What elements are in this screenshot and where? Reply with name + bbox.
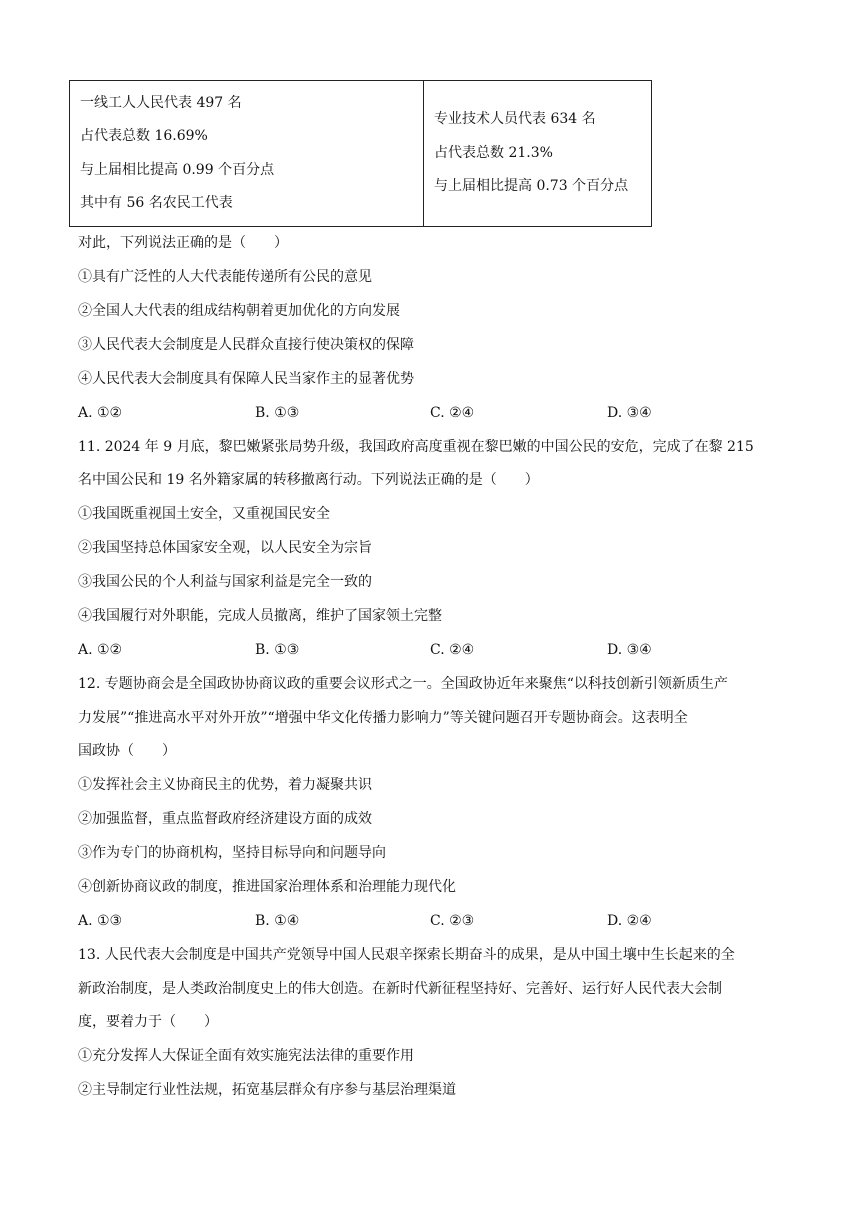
table-cell-line: 与上届相比提高 0.73 个百分点	[434, 178, 629, 195]
q11-option-a: A. ①②	[78, 642, 123, 658]
worker-representatives-cell	[70, 81, 424, 227]
q11-statement-1: ①我国既重视国土安全，又重视国民安全	[78, 506, 330, 522]
q12-stem-line-3: 国政协（ ）	[78, 743, 176, 759]
q11-statement-2: ②我国坚持总体国家安全观，以人民安全为宗旨	[78, 540, 372, 556]
table-cell-line: 专业技术人员代表 634 名	[434, 111, 596, 128]
q12-option-c: C. ②③	[430, 913, 475, 929]
q12-options	[78, 911, 778, 931]
q11-option-b: B. ①③	[255, 642, 300, 658]
q10-option-c: C. ②④	[430, 405, 475, 421]
q12-statement-2: ②加强监督，重点监督政府经济建设方面的成效	[78, 811, 372, 827]
q12-option-b: B. ①④	[255, 913, 300, 929]
q12-statement-4: ④创新协商议政的制度，推进国家治理体系和治理能力现代化	[78, 879, 456, 895]
q10-statement-4: ④人民代表大会制度具有保障人民当家作主的显著优势	[78, 371, 414, 387]
q13-stem-line-1: 13. 人民代表大会制度是中国共产党领导中国人民艰辛探索长期奋斗的成果，是从中国土壤中生长起来的全	[78, 947, 735, 963]
q11-statement-3: ③我国公民的个人利益与国家利益是完全一致的	[78, 574, 372, 590]
table-cell-line: 占代表总数 16.69%	[80, 128, 208, 144]
q10-option-a: A. ①②	[78, 405, 123, 421]
q11-statement-4: ④我国履行对外职能，完成人员撤离，维护了国家领土完整	[78, 608, 442, 624]
q13-statement-1: ①充分发挥人大保证全面有效实施宪法法律的重要作用	[78, 1048, 414, 1064]
q12-statement-1: ①发挥社会主义协商民主的优势，着力凝聚共识	[78, 777, 372, 793]
table-cell-line: 一线工人人民代表 497 名	[80, 94, 242, 111]
table-cell-line: 占代表总数 21.3%	[434, 144, 553, 161]
q11-stem-line-1: 11. 2024 年 9 月底，黎巴嫩紧张局势升级，我国政府高度重视在黎巴嫩的中国公民的安危，完成了在黎 215	[78, 439, 754, 455]
technical-representatives-cell	[424, 81, 652, 227]
q10-statement-3: ③人民代表大会制度是人民群众直接行使决策权的保障	[78, 337, 414, 353]
q10-stem: 对此，下列说法正确的是（ ）	[78, 235, 288, 251]
q11-option-c: C. ②④	[430, 642, 475, 658]
q13-stem-line-3: 度，要着力于（ ）	[78, 1014, 218, 1030]
q13-statement-2: ②主导制定行业性法规，拓宽基层群众有序参与基层治理渠道	[78, 1082, 456, 1098]
q10-statement-2: ②全国人大代表的组成结构朝着更加优化的方向发展	[78, 303, 400, 319]
q12-option-a: A. ①③	[78, 913, 123, 929]
q12-statement-3: ③作为专门的协商机构，坚持目标导向和问题导向	[78, 845, 386, 861]
representatives-table	[69, 80, 652, 227]
q12-stem-line-1: 12. 专题协商会是全国政协协商议政的重要会议形式之一。全国政协近年来聚焦“以科技创新引领新质生产	[78, 676, 728, 692]
q11-options	[78, 640, 778, 660]
table-cell-line: 与上届相比提高 0.99 个百分点	[80, 161, 275, 178]
q11-stem-line-2: 名中国公民和 19 名外籍家属的转移撤离行动。下列说法正确的是（ ）	[78, 472, 539, 488]
q10-options	[78, 403, 778, 423]
q10-option-b: B. ①③	[255, 405, 300, 421]
q11-option-d: D. ③④	[607, 642, 652, 658]
q12-stem-line-2: 力发展”“推进高水平对外开放”“增强中华文化传播力影响力”等关键问题召开专题协商会。这表明全	[78, 710, 688, 726]
table-cell-line: 其中有 56 名农民工代表	[80, 195, 233, 211]
q13-stem-line-2: 新政治制度，是人类政治制度史上的伟大创造。在新时代新征程坚持好、完善好、运行好人民代表大会制	[78, 981, 722, 997]
q10-statement-1: ①具有广泛性的人大代表能传递所有公民的意见	[78, 269, 372, 285]
q12-option-d: D. ②④	[607, 913, 652, 929]
q10-option-d: D. ③④	[607, 405, 652, 421]
